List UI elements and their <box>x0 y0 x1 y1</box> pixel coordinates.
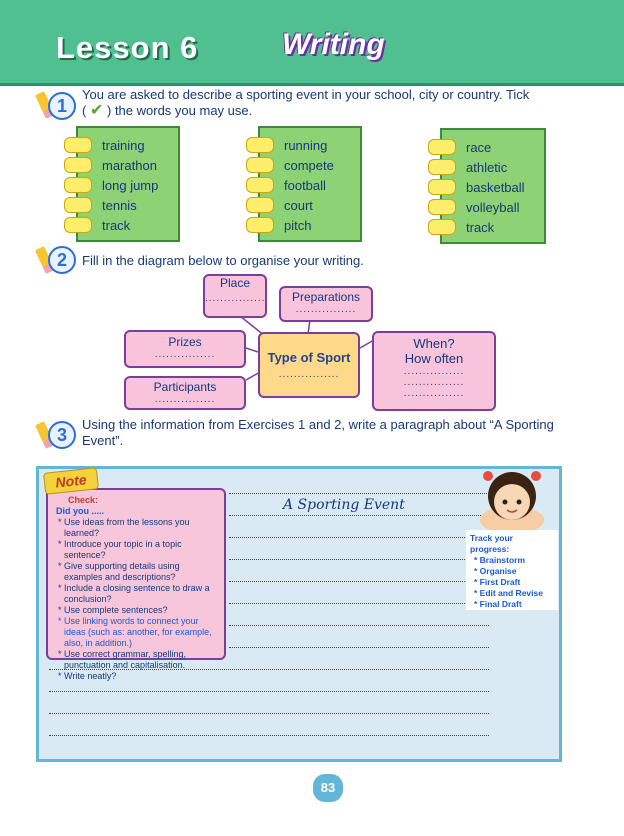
when-label: When? <box>413 336 455 351</box>
writing-line[interactable] <box>229 493 489 494</box>
exercise-1-number: 1 <box>48 92 76 120</box>
preparations-label: Preparations <box>291 290 361 304</box>
checklist-item: * Use complete sentences? <box>58 605 168 615</box>
diagram-preparations-box[interactable] <box>279 286 373 322</box>
word-label: race <box>466 139 492 155</box>
track-item: * First Draft <box>474 577 521 587</box>
track-progress-panel <box>466 530 558 610</box>
writing-line[interactable] <box>229 625 489 626</box>
writing-line[interactable] <box>229 515 489 516</box>
checklist-item: * Introduce your topic in a topic sentence? <box>58 539 182 560</box>
writing-line[interactable] <box>229 647 489 648</box>
writing-line[interactable] <box>49 735 489 736</box>
writing-line[interactable] <box>229 537 489 538</box>
word-label: running <box>284 137 328 153</box>
exercise-3-number: 3 <box>48 421 76 449</box>
participants-label: Participants <box>153 380 217 394</box>
exercise-2-instruction: Fill in the diagram below to organise your writing. <box>82 253 364 268</box>
place-dots: ................ <box>205 293 266 304</box>
checklist-item: * Use ideas from the lessons you learned? <box>58 517 190 538</box>
girl-illustration-icon <box>466 462 558 534</box>
participants-dots: ................ <box>154 394 216 405</box>
prizes-label: Prizes <box>168 335 202 349</box>
track-item: * Edit and Revise <box>474 588 543 598</box>
how-often-label: How often <box>404 351 464 366</box>
instruction-line-1: Using the information from Exercises 1 and 2, write a paragraph about “A Sporting <box>82 417 554 432</box>
when-dots: ................ <box>403 388 465 399</box>
instruction-line-2: Event”. <box>82 433 124 448</box>
instruction-text: ) the words you may use. <box>107 103 253 118</box>
word-label: track <box>466 219 495 235</box>
word-label: football <box>284 177 326 193</box>
did-you-label: Did you ..... <box>56 506 105 516</box>
check-label: Check: <box>68 495 99 505</box>
prizes-dots: ................ <box>154 349 216 360</box>
note-tag: Note <box>43 467 99 495</box>
word-label: track <box>102 217 131 233</box>
essay-title: A Sporting Event <box>283 497 405 513</box>
diagram-when-box[interactable] <box>372 331 496 411</box>
word-label: compete <box>284 157 334 173</box>
exercise-3-instruction <box>82 417 582 449</box>
page-number: 83 <box>313 774 343 802</box>
instruction-paren: ( <box>82 103 87 118</box>
word-label: marathon <box>102 157 157 173</box>
when-dots: ................ <box>403 366 465 377</box>
instruction-line-1: You are asked to describe a sporting event in your school, city or country. Tick <box>82 87 530 102</box>
writing-line[interactable] <box>229 581 489 582</box>
place-label: Place <box>219 276 251 290</box>
center-dots: ................ <box>278 369 340 380</box>
track-item: * Organise <box>474 566 517 576</box>
word-label: long jump <box>102 177 159 193</box>
writing-line[interactable] <box>49 691 489 692</box>
checklist-item: * Include a closing sentence to draw a conclusion? <box>58 583 210 604</box>
writing-line[interactable] <box>229 559 489 560</box>
writing-line[interactable] <box>49 713 489 714</box>
checklist-item: * Write neatly? <box>58 671 117 681</box>
preparations-dots: ................ <box>295 304 357 315</box>
checklist-item: * Use linking words to connect your ideas (such as: another, for example, also, in addition.) <box>58 616 212 648</box>
track-heading: Track your progress: <box>470 533 513 554</box>
word-label: pitch <box>284 217 312 233</box>
diagram-participants-box[interactable] <box>124 376 246 410</box>
word-label: volleyball <box>466 199 520 215</box>
checklist-item: * Use correct grammar, spelling, punctuation and capitalisation. <box>58 649 187 670</box>
word-label: athletic <box>466 159 508 175</box>
word-label: basketball <box>466 179 525 195</box>
writing-line[interactable] <box>229 603 489 604</box>
exercise-2-number: 2 <box>48 246 76 274</box>
center-label: Type of Sport <box>267 350 351 365</box>
diagram-center-box[interactable] <box>258 332 360 398</box>
diagram-place-box[interactable] <box>203 274 267 318</box>
word-label: court <box>284 197 313 213</box>
note-checklist <box>46 488 226 681</box>
diagram-prizes-box[interactable] <box>124 330 246 368</box>
checklist-item: * Give supporting details using examples and descriptions? <box>58 561 180 582</box>
track-item: * Brainstorm <box>474 555 526 565</box>
lesson-label: Lesson 6 <box>56 30 199 65</box>
word-label: tennis <box>102 197 137 213</box>
check-mark-icon: ✔ <box>89 102 104 119</box>
word-label: training <box>102 137 145 153</box>
page-title: Writing <box>282 28 385 61</box>
track-item: * Final Draft <box>474 599 522 609</box>
when-dots: ................ <box>403 377 465 388</box>
